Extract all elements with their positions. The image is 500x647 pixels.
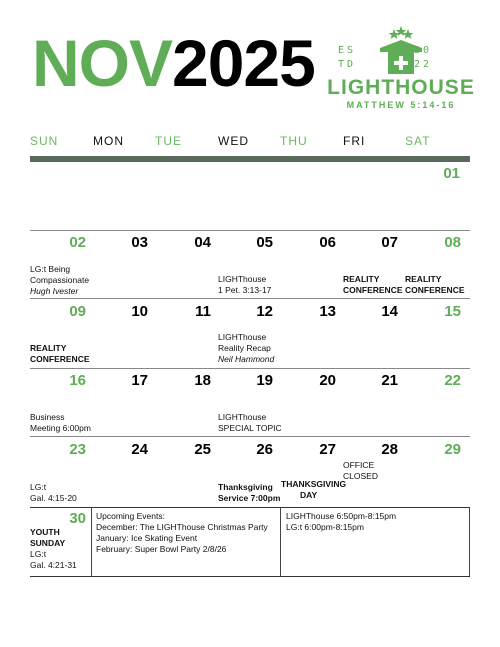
date-03: 03 xyxy=(131,234,148,251)
date-29: 29 xyxy=(444,441,461,458)
date-30: 30 xyxy=(69,510,86,527)
logo-est: ES TD xyxy=(338,45,357,70)
date-07: 07 xyxy=(381,234,398,251)
weekday-thu: THU xyxy=(280,134,308,148)
logo-verse: MATTHEW 5:14-16 xyxy=(346,100,456,110)
date-04: 04 xyxy=(194,234,211,251)
date-01: 01 xyxy=(443,165,460,182)
date-06: 06 xyxy=(319,234,336,251)
weekday-mon: MON xyxy=(93,134,124,148)
event-nov05: LIGHThouse 1 Pet. 3:13-17 xyxy=(218,274,272,295)
date-19: 19 xyxy=(256,372,273,389)
event-nov19: LIGHThouse SPECIAL TOPIC xyxy=(218,412,282,433)
event-nov30: YOUTH SUNDAY LG:t Gal. 4:21-31 xyxy=(30,527,77,570)
week-divider xyxy=(30,507,470,508)
logo-wordmark: LIGHTHOUSE xyxy=(327,76,475,99)
date-15: 15 xyxy=(444,303,461,320)
date-10: 10 xyxy=(131,303,148,320)
date-25: 25 xyxy=(194,441,211,458)
event-nov12: LIGHThouse Reality Recap Neil Hammond xyxy=(218,332,275,364)
weekday-sat: SAT xyxy=(405,134,431,148)
date-05: 05 xyxy=(256,234,273,251)
notes-divider xyxy=(91,507,92,576)
year-title: 2025 xyxy=(172,26,315,100)
date-26: 26 xyxy=(256,441,273,458)
logo-year: 20 22 xyxy=(414,45,433,70)
date-09: 09 xyxy=(69,303,86,320)
event-nov28: OFFICE CLOSED xyxy=(343,460,378,481)
upcoming-events-note: Upcoming Events: December: The LIGHThouse Christmas Party January: Ice Skating Event February: Super Bowl Party 2/8/26 xyxy=(96,511,268,554)
event-nov09: REALITY CONFERENCE xyxy=(30,343,90,364)
date-18: 18 xyxy=(194,372,211,389)
event-nov23: LG:t Gal. 4:15-20 xyxy=(30,482,77,503)
date-22: 22 xyxy=(444,372,461,389)
date-11: 11 xyxy=(195,303,211,320)
weekday-sun: SUN xyxy=(30,134,59,148)
date-13: 13 xyxy=(319,303,336,320)
weekday-tue: TUE xyxy=(155,134,182,148)
week-divider xyxy=(30,298,470,299)
date-14: 14 xyxy=(381,303,398,320)
weekday-wed: WED xyxy=(218,134,249,148)
event-nov26: Thanksgiving Service 7:00pm xyxy=(218,482,281,503)
date-27: 27 xyxy=(319,441,336,458)
event-nov27: THANKSGIVING DAY xyxy=(281,479,347,500)
lighthouse-logo xyxy=(326,26,476,112)
month-title: NOV xyxy=(32,26,173,100)
date-21: 21 xyxy=(381,372,398,389)
date-20: 20 xyxy=(319,372,336,389)
date-08: 08 xyxy=(444,234,461,251)
event-nov07: REALITY CONFERENCE xyxy=(343,274,403,295)
date-12: 12 xyxy=(256,303,273,320)
notes-border xyxy=(469,507,470,576)
date-17: 17 xyxy=(131,372,148,389)
date-28: 28 xyxy=(381,441,398,458)
date-02: 02 xyxy=(69,234,86,251)
week-divider xyxy=(30,368,470,369)
event-nov08: REALITY CONFERENCE xyxy=(405,274,465,295)
event-nov16: Business Meeting 6:00pm xyxy=(30,412,91,433)
week-divider xyxy=(30,230,470,231)
weekday-fri: FRI xyxy=(343,134,366,148)
event-nov02: LG:t Being Compassionate Hugh Ivester xyxy=(30,264,90,296)
notes-divider xyxy=(280,507,281,576)
date-23: 23 xyxy=(69,441,86,458)
bottom-border xyxy=(30,576,470,577)
week-divider xyxy=(30,436,470,437)
schedule-note: LIGHThouse 6:50pm-8:15pm LG:t 6:00pm-8:15pm xyxy=(286,511,397,532)
weekday-divider-bar xyxy=(30,156,470,162)
date-24: 24 xyxy=(131,441,148,458)
date-16: 16 xyxy=(69,372,86,389)
